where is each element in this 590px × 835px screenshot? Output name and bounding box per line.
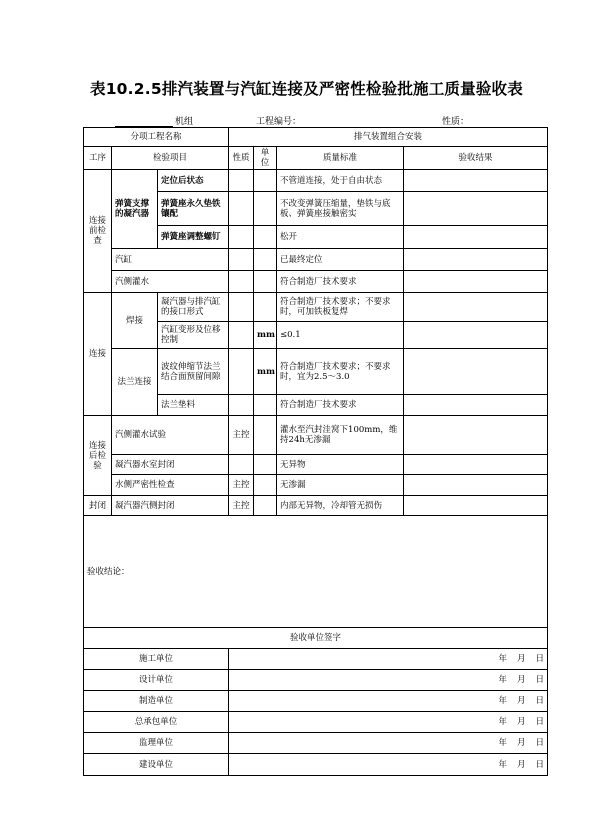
item-label: 弹簧座永久垫铁镶配 xyxy=(158,192,229,226)
day-label: 日 xyxy=(535,654,545,664)
flange-group: 法兰连接 xyxy=(112,349,158,416)
unit-cell xyxy=(254,192,277,226)
col-item: 检验项目 xyxy=(112,147,229,170)
signature-unit: 总承包单位 xyxy=(84,712,229,733)
result-cell[interactable] xyxy=(404,293,548,322)
standard-cell: 符合制造厂技术要求 xyxy=(277,395,404,416)
signature-field[interactable] xyxy=(229,691,548,712)
item-label: 法兰垫料 xyxy=(158,395,229,416)
day-label: 日 xyxy=(535,738,545,748)
unit-cell: mm xyxy=(254,349,277,395)
signature-field[interactable] xyxy=(229,733,548,754)
nature-cell xyxy=(229,226,254,249)
item-label: 定位后状态 xyxy=(158,170,229,192)
nature-cell xyxy=(229,192,254,226)
item-label: 波纹伸缩节法兰结合面预留间隙 xyxy=(158,349,229,395)
standard-cell: 不管道连接，处于自由状态 xyxy=(277,170,404,192)
process-post-check: 连接后检验 xyxy=(84,416,112,496)
day-label: 日 xyxy=(535,759,545,770)
col-nature: 性质 xyxy=(229,147,254,170)
year-label: 年 xyxy=(498,654,508,664)
signature-field[interactable] xyxy=(229,712,548,733)
signature-row xyxy=(84,691,548,712)
result-cell[interactable] xyxy=(404,249,548,271)
result-cell[interactable] xyxy=(404,226,548,249)
nature-label: 性质： xyxy=(442,117,470,127)
day-label: 日 xyxy=(535,696,545,706)
day-label: 日 xyxy=(535,717,545,727)
nature-cell xyxy=(229,271,254,293)
result-cell[interactable] xyxy=(404,349,548,395)
date-field xyxy=(232,696,544,706)
measurement-grid[interactable] xyxy=(404,322,548,349)
result-cell[interactable] xyxy=(404,192,548,226)
nature-cell xyxy=(229,322,254,349)
conclusion-area[interactable] xyxy=(84,516,548,628)
table-row xyxy=(84,455,548,475)
standard-cell: 灌水至汽封洼窝下100mm，维持24h无渗漏 xyxy=(277,416,404,455)
signature-row xyxy=(84,733,548,754)
item-label: 凝汽器水室封闭 xyxy=(112,455,229,475)
nature-cell xyxy=(229,249,254,271)
table-row xyxy=(84,349,548,395)
signature-field[interactable] xyxy=(229,670,548,691)
table-row xyxy=(84,249,548,271)
inspection-table xyxy=(83,127,548,776)
standard-cell: 无异物 xyxy=(277,455,404,475)
spring-support-group: 弹簧支撑的凝汽器 xyxy=(112,170,158,249)
item-label: 水侧严密性检查 xyxy=(112,475,229,496)
item-label: 汽缸 xyxy=(112,249,229,271)
signature-title: 验收单位签字 xyxy=(84,628,548,649)
unit-cell xyxy=(254,475,277,496)
process-connection: 连接 xyxy=(84,293,112,416)
conclusion-label: 验收结论： xyxy=(87,566,130,577)
standard-cell: 内部无异物，冷却管无损伤 xyxy=(277,496,404,516)
signature-row xyxy=(84,754,548,776)
standard-cell: 无渗漏 xyxy=(277,475,404,496)
nature-cell xyxy=(229,293,254,322)
signature-unit: 设计单位 xyxy=(84,670,229,691)
result-cell[interactable] xyxy=(404,475,548,496)
standard-cell: 符合制造厂技术要求；不要求时，宜为2.5～3.0 xyxy=(277,349,404,395)
date-field xyxy=(232,675,544,685)
nature-cell xyxy=(229,170,254,192)
year-label: 年 xyxy=(498,696,508,706)
date-field xyxy=(232,760,544,770)
item-label: 凝汽器与排汽缸的接口形式 xyxy=(158,293,229,322)
signature-unit: 施工单位 xyxy=(84,649,229,670)
project-no-label: 工程编号： xyxy=(256,117,302,127)
nature-cell xyxy=(229,349,254,395)
sub-project-label: 分项工程名称 xyxy=(84,128,229,147)
standard-cell: 已最终定位 xyxy=(277,249,404,271)
month-label: 月 xyxy=(517,675,526,685)
result-cell[interactable] xyxy=(404,271,548,293)
result-cell[interactable] xyxy=(404,455,548,475)
month-label: 月 xyxy=(517,717,526,727)
signature-unit: 制造单位 xyxy=(84,691,229,712)
month-label: 月 xyxy=(517,696,526,706)
col-process: 工序 xyxy=(84,147,112,170)
unit-cell xyxy=(254,170,277,192)
signature-field[interactable] xyxy=(229,649,548,670)
year-label: 年 xyxy=(498,675,508,685)
nature-cell: 主控 xyxy=(229,475,254,496)
unit-cell xyxy=(254,249,277,271)
signature-row xyxy=(84,712,548,733)
item-label: 汽侧灌水试验 xyxy=(112,416,229,455)
unit-label: 机组 xyxy=(175,117,194,127)
nature-cell: 主控 xyxy=(229,496,254,516)
standard-cell: 不改变弹簧压缩量，垫铁与底板、弹簧座接触密实 xyxy=(277,192,404,226)
date-field xyxy=(232,738,544,748)
nature-cell: 主控 xyxy=(229,416,254,455)
result-cell[interactable] xyxy=(404,496,548,516)
item-label: 弹簧座调整螺钉 xyxy=(158,226,229,249)
date-field xyxy=(232,654,544,664)
year-label: 年 xyxy=(498,738,508,748)
table-row xyxy=(84,416,548,455)
signature-unit: 监理单位 xyxy=(84,733,229,754)
result-cell[interactable] xyxy=(404,170,548,192)
standard-cell: ≤0.1 xyxy=(277,322,404,349)
process-pre-check: 连接前检查 xyxy=(84,170,112,293)
sub-project-value: 排气装置组合安装 xyxy=(229,128,548,147)
col-standard: 质量标准 xyxy=(277,147,404,170)
result-cell[interactable] xyxy=(404,416,548,455)
table-row xyxy=(84,271,548,293)
month-label: 月 xyxy=(517,738,526,748)
nature-cell xyxy=(229,395,254,416)
unit-cell xyxy=(254,496,277,516)
process-seal: 封闭 xyxy=(84,496,112,516)
item-label: 凝汽器汽侧封闭 xyxy=(112,496,229,516)
unit-cell xyxy=(254,416,277,455)
day-label: 日 xyxy=(535,675,545,685)
signature-unit: 建设单位 xyxy=(84,754,229,776)
standard-cell: 符合制造厂技术要求；不要求时，可加铁板复焊 xyxy=(277,293,404,322)
result-cell[interactable] xyxy=(404,395,548,416)
month-label: 月 xyxy=(517,759,526,770)
year-label: 年 xyxy=(498,759,508,770)
col-unit: 单位 xyxy=(254,147,277,170)
weld-group: 焊接 xyxy=(112,293,158,349)
signature-row xyxy=(84,649,548,670)
header-row xyxy=(84,147,548,170)
unit-cell xyxy=(254,293,277,322)
form-title: 表10.2.5排汽装置与汽缸连接及严密性检验批施工质量验收表 xyxy=(90,80,523,98)
signature-field[interactable] xyxy=(229,754,548,776)
unit-cell xyxy=(254,455,277,475)
item-label: 汽侧灌水 xyxy=(112,271,229,293)
year-label: 年 xyxy=(498,717,508,727)
col-result: 验收结果 xyxy=(404,147,548,170)
unit-cell xyxy=(254,271,277,293)
table-row xyxy=(84,475,548,496)
table-row xyxy=(84,293,548,322)
month-label: 月 xyxy=(517,654,526,664)
table-row xyxy=(84,496,548,516)
signature-row xyxy=(84,670,548,691)
signature-header-row xyxy=(84,628,548,649)
sub-project-row xyxy=(84,128,548,147)
date-field xyxy=(232,717,544,727)
table-row xyxy=(84,170,548,192)
standard-cell: 符合制造厂技术要求 xyxy=(277,271,404,293)
unit-cell xyxy=(254,395,277,416)
unit-cell xyxy=(254,226,277,249)
conclusion-row xyxy=(84,516,548,628)
item-label: 汽缸变形及位移控制 xyxy=(158,322,229,349)
unit-cell: mm xyxy=(254,322,277,349)
standard-cell: 松开 xyxy=(277,226,404,249)
nature-cell xyxy=(229,455,254,475)
